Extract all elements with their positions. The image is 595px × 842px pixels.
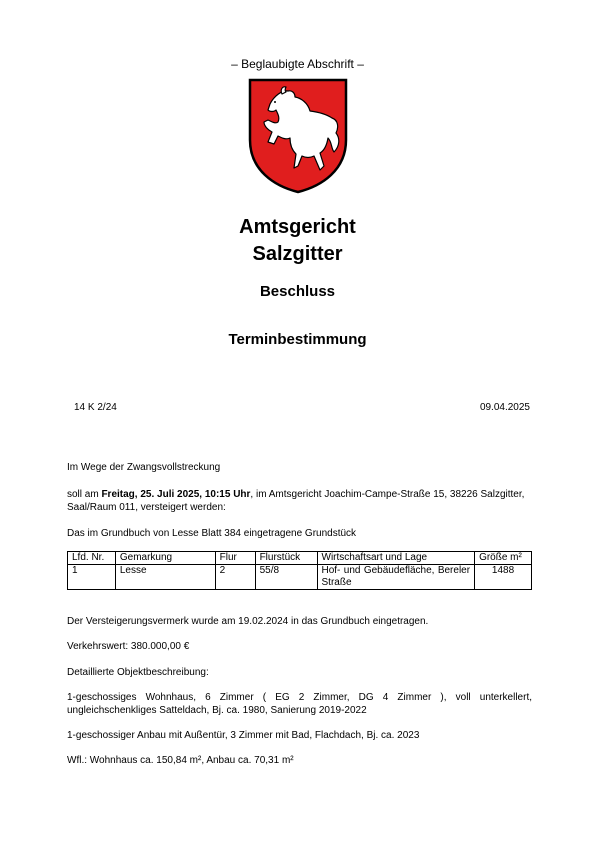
- cell-parcel: 55/8: [255, 565, 317, 590]
- living-area: Wfl.: Wohnhaus ca. 150,84 m², Anbau ca. 70,31 m²: [67, 755, 294, 766]
- auction-datetime: Freitag, 25. Juli 2025, 10:15 Uhr: [101, 489, 251, 500]
- annex-description: 1-geschossiger Anbau mit Außentür, 3 Zimmer mit Bad, Flachdach, Bj. ca. 2023: [67, 730, 420, 741]
- land-register-paragraph: Das im Grundbuch von Lesse Blatt 384 eingetragene Grundstück: [67, 528, 357, 539]
- col-header-number: Lfd. Nr.: [68, 552, 116, 565]
- document-type: Beschluss: [259, 283, 336, 300]
- description-heading: Detaillierte Objektbeschreibung:: [67, 667, 209, 678]
- col-header-parcel: Flurstück: [255, 552, 317, 565]
- court-name-line2: Salzgitter: [252, 243, 343, 265]
- property-table: [67, 551, 532, 590]
- auction-location: , im Amtsgericht Joachim-Campe-Straße 15, 38226 Salzgitter, Saal/Raum 011, versteigert werden:: [67, 489, 525, 513]
- document-subject: Terminbestimmung: [228, 331, 367, 348]
- market-value: Verkehrswert: 380.000,00 €: [67, 641, 190, 652]
- file-number: 14 K 2/24: [74, 402, 117, 413]
- document-date: 09.04.2025: [479, 402, 530, 413]
- intro-paragraph: Im Wege der Zwangsvollstreckung: [67, 462, 221, 473]
- lower-saxony-horse-coat-of-arms-icon: [248, 78, 348, 194]
- auction-date-paragraph: [67, 488, 532, 514]
- col-header-district: Gemarkung: [115, 552, 215, 565]
- court-name-line1: Amtsgericht: [239, 216, 356, 238]
- cell-district: Lesse: [115, 565, 215, 590]
- cell-usage: Hof- und Gebäudefläche, Bereler Straße: [317, 565, 475, 590]
- cell-parcel-area: 2: [215, 565, 255, 590]
- cell-size: 1488: [475, 565, 532, 590]
- col-header-usage: Wirtschaftsart und Lage: [317, 552, 475, 565]
- auction-prefix: soll am: [67, 489, 102, 500]
- table-row: [68, 565, 532, 590]
- house-description: 1-geschossiges Wohnhaus, 6 Zimmer ( EG 2 Zimmer, DG 4 Zimmer ), voll unterkellert, ungleichschenkliges Satteldach, Bj. ca. 1980, Sanierung 2019-2022: [67, 692, 532, 716]
- auction-note-paragraph: Der Versteigerungsvermerk wurde am 19.02.2024 in das Grundbuch eingetragen.: [67, 616, 429, 627]
- col-header-size: Größe m²: [475, 552, 532, 565]
- col-header-parcel-area: Flur: [215, 552, 255, 565]
- table-header-row: [68, 552, 532, 565]
- certified-copy-note: – Beglaubigte Abschrift –: [231, 57, 364, 71]
- cell-number: 1: [68, 565, 116, 590]
